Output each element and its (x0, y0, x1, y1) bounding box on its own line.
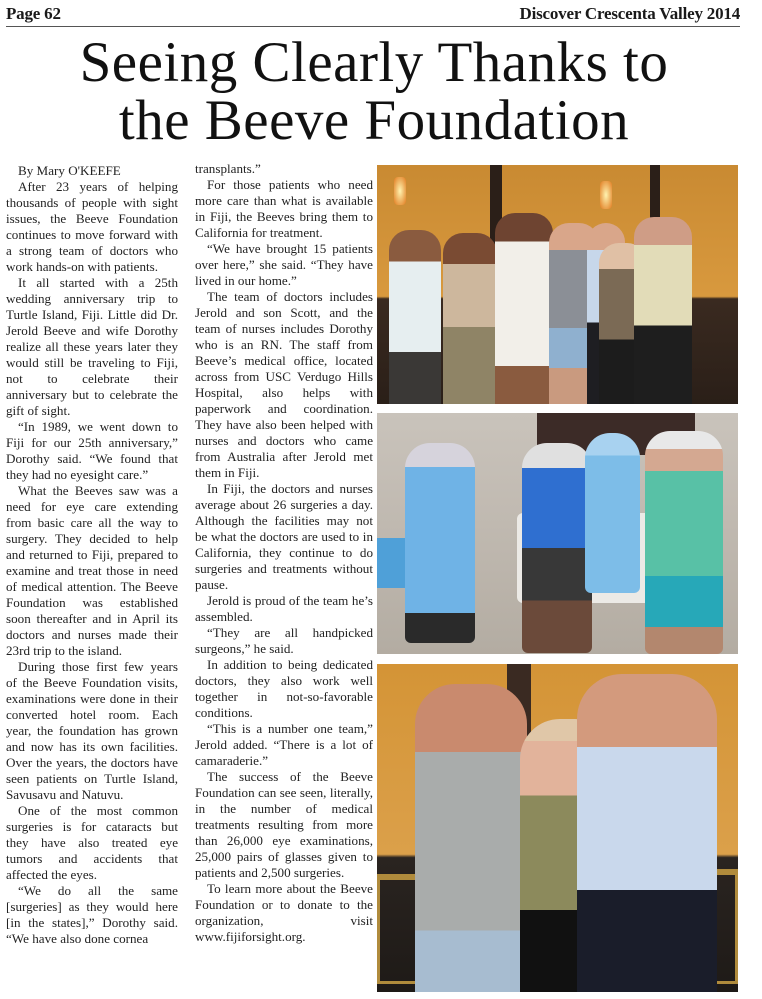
photo-group (377, 165, 738, 404)
lamp-icon (394, 177, 406, 205)
paragraph: It all started with a 25th wedding anniversary trip to Turtle Island, Fiji. Little did Dr. Jerold Beeve and wife Dorothy realize all these years later they would still be traveling to Fiji, not to celebrate their anniversary but to celebrate the gift of sight. (6, 275, 178, 418)
article-column-1 (6, 163, 178, 947)
person-doctor (645, 431, 723, 654)
paragraph: “This is a number one team,” Jerold added. “There is a lot of camaraderie.” (195, 721, 373, 768)
person (415, 684, 527, 992)
paragraph: One of the most common surgeries is for cataracts but they have also treated eye tumors and accidents that affected the eyes. (6, 803, 178, 882)
person (634, 217, 692, 404)
paragraph: In Fiji, the doctors and nurses average about 26 surgeries a day. Although the facilities may not be what the doctors are used to in California, they continue to do surgeries and treatments without pause. (195, 481, 373, 592)
page-number: Page 62 (6, 4, 61, 23)
headline-line-2: the Beeve Foundation (118, 89, 630, 152)
paragraph: The success of the Beeve Foundation can see seen, literally, in the number of medical treatments resulting from more than 26,000 eye examinations, 25,000 pairs of glasses given to patients and 2,500 surgeries. (195, 769, 373, 880)
paragraph: “We have brought 15 patients over here,” she said. “They have lived in our home.” (195, 241, 373, 288)
lamp-icon (600, 181, 612, 209)
paragraph: “We do all the same [surgeries] as they would here [in the states],” Dorothy said. “We have also done cornea (6, 883, 178, 946)
publication-title: Discover Crescenta Valley 2014 (519, 4, 740, 23)
person (577, 674, 717, 992)
paragraph: “They are all handpicked surgeons,” he said. (195, 625, 373, 656)
byline: By Mary O'KEEFE (18, 163, 121, 178)
photo-operating-room (377, 413, 738, 654)
person (389, 230, 441, 404)
person (495, 213, 553, 404)
paragraph: The team of doctors includes Jerold and son Scott, and the team of nurses includes Dorothy who is an RN. The staff from Beeve’s medical office, located across from USC Verdugo Hills Hospital, also helps with paperwork and coordination. They have also been helped with nurses and doctors who came from Australia after Jerold met them in Fiji. (195, 289, 373, 480)
paragraph: “In 1989, we went down to Fiji for our 25th anniversary,” Dorothy said. “We found that they had no eyesight care.” (6, 419, 178, 482)
headline-line-1: Seeing Clearly Thanks to (79, 31, 669, 94)
person-nurse (585, 433, 640, 593)
person (443, 233, 497, 404)
paragraph: In addition to being dedicated doctors, they also work well together in not-so-favorable conditions. (195, 657, 373, 720)
person-nurse (405, 443, 475, 643)
article-column-2 (195, 161, 373, 945)
person-patient (522, 443, 592, 653)
paragraph: During those first few years of the Beeve Foundation visits, examinations were done in their converted hotel room. Each year, the foundation has grown and now has its own facilities. Over the years, the doctors have seen patients on Turtle Island, Savusavu and Natuvu. (6, 659, 178, 802)
article-headline (0, 31, 748, 152)
photo-three-people (377, 664, 738, 992)
paragraph-continuation: transplants.” (195, 161, 261, 176)
paragraph: What the Beeves saw was a need for eye care extending from basic care all the way to surgery. They decided to help and returned to Fiji, prepared to examine and treat those in need of medical attention. The Beeve Foundation was established soon thereafter and in April its doctors and nurses made their 23rd trip to the island. (6, 483, 178, 658)
page-header (6, 2, 740, 27)
paragraph: For those patients who need more care than what is available in Fiji, the Beeves bring them to California for treatment. (195, 177, 373, 240)
paragraph: To learn more about the Beeve Foundation or to donate to the organization, visit www.fijiforsight.org. (195, 881, 373, 944)
paragraph: After 23 years of helping thousands of people with sight issues, the Beeve Foundation continues to move forward with a strong team of doctors who work hands-on with patients. (6, 179, 178, 274)
paragraph: Jerold is proud of the team he’s assembled. (195, 593, 373, 624)
